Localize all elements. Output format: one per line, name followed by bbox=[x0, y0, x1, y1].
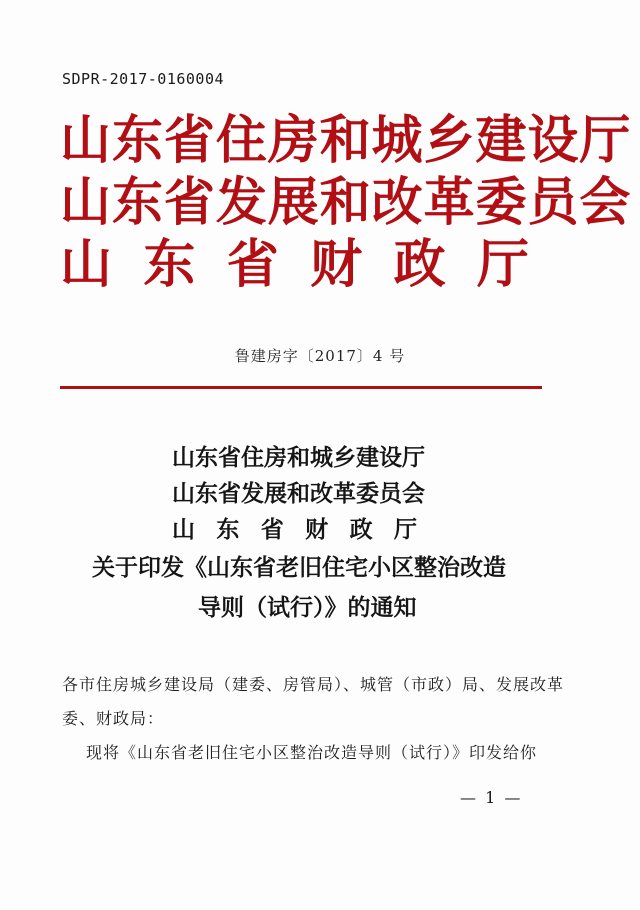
header-issuer-3 bbox=[60, 234, 530, 296]
title-line-1: 关于印发《山东省老旧住宅小区整治改造 bbox=[92, 554, 506, 581]
header-char: 政 bbox=[393, 234, 447, 295]
header-issuer-2: 山东省发展和改革委员会 bbox=[60, 172, 632, 233]
title-line-2: 导则（试行）》的通知 bbox=[198, 594, 417, 621]
notice-title bbox=[0, 440, 640, 628]
body-line-recipients: 各市住房城乡建设局（建委、房管局）、城管（市政）局、发展改革 bbox=[62, 675, 565, 694]
title-char: 东 bbox=[216, 516, 240, 543]
page-number: — 1 — bbox=[460, 788, 523, 807]
red-header bbox=[60, 110, 632, 296]
title-char: 财 bbox=[305, 516, 329, 543]
title-issuer-3 bbox=[172, 512, 417, 548]
header-char: 东 bbox=[143, 234, 197, 295]
header-char: 山 bbox=[60, 234, 114, 295]
title-issuer-1: 山东省住房和城乡建设厅 bbox=[172, 444, 425, 471]
title-char: 省 bbox=[260, 516, 284, 543]
header-issuer-1: 山东省住房和城乡建设厅 bbox=[60, 110, 632, 171]
header-char: 省 bbox=[226, 234, 280, 295]
header-divider bbox=[60, 386, 542, 389]
title-char: 山 bbox=[172, 516, 195, 543]
document-number: 鲁建房字〔2017〕4 号 bbox=[234, 347, 406, 365]
body-line-recipients-cont: 委、财政局： bbox=[62, 709, 165, 728]
title-char: 厅 bbox=[393, 516, 417, 543]
document-id: SDPR-2017-0160004 bbox=[62, 70, 225, 88]
body-text bbox=[62, 668, 565, 770]
body-line-paragraph: 现将《山东省老旧住宅小区整治改造导则（试行）》印发给你 bbox=[86, 743, 538, 762]
header-char: 厅 bbox=[476, 234, 530, 295]
header-char: 财 bbox=[310, 234, 364, 295]
title-char: 政 bbox=[349, 516, 373, 543]
title-issuer-2: 山东省发展和改革委员会 bbox=[172, 480, 425, 507]
